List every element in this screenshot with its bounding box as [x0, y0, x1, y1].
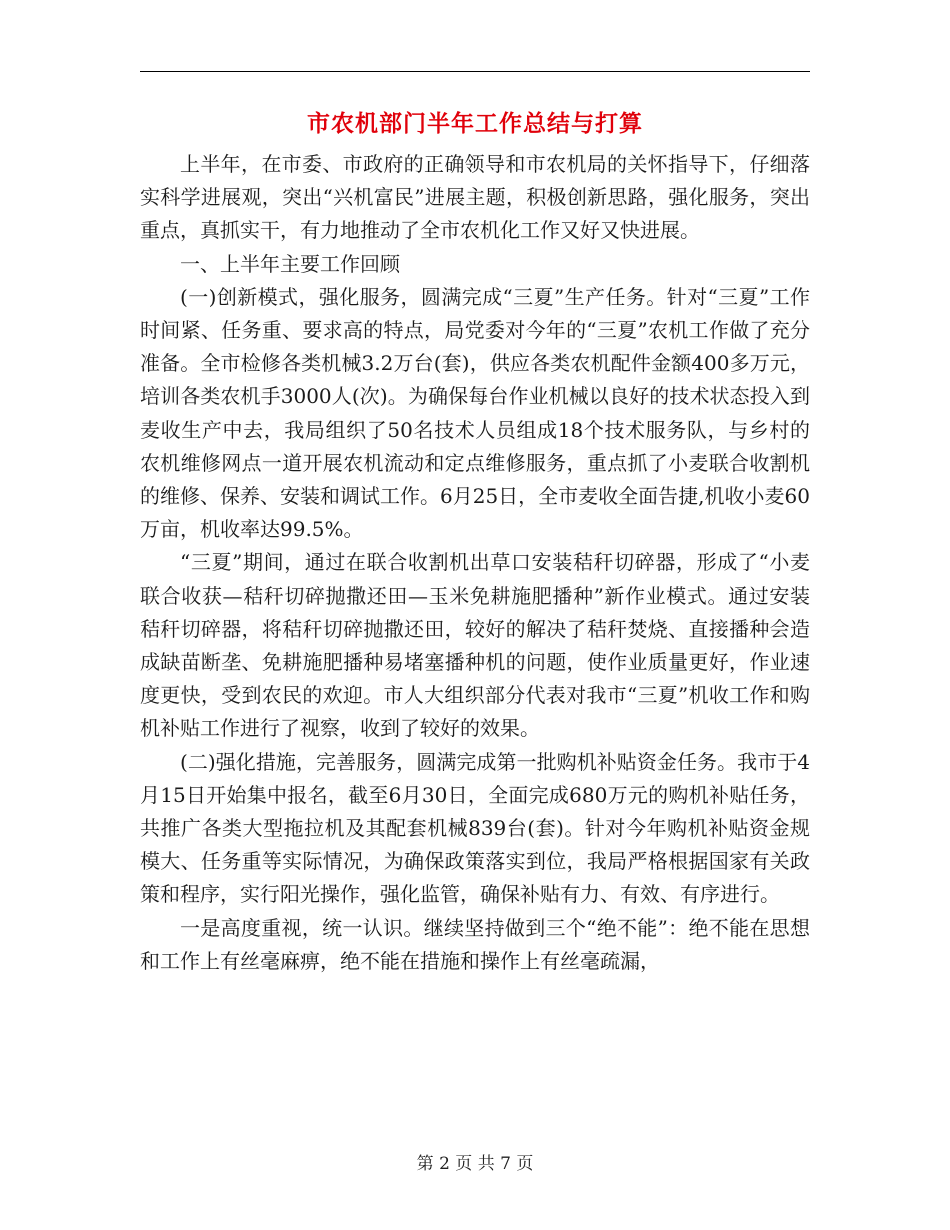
paragraph-subsidy: (二)强化措施，完善服务，圆满完成第一批购机补贴资金任务。我市于4月15日开始集中报名，截至6月30日，全面完成680万元的购机补贴任务，共推广各类大型拖拉机及其配套机械839台(套)。针对今年购机补贴资金规模大、任务重等实际情况，为确保政策落实到位，我局严格根据国家有关政策和程序，实行阳光操作，强化监管，确保补贴有力、有效、有序进行。: [140, 749, 810, 907]
header-rule: [140, 71, 810, 72]
paragraph-straw: “三夏”期间，通过在联合收割机出草口安装秸秆切碎器，形成了“小麦联合收获—秸秆切碎抛撒还田—玉米免耕施肥播种”新作业模式。通过安装秸秆切碎器，将秸秆切碎抛撒还田，较好的解决了秸秆焚烧、直接播种会造成缺苗断垄、免耕施肥播种易堵塞播种机的问题，使作业质量更好，作业速度更快，受到农民的欢迎。市人大组织部分代表对我市“三夏”机收工作和购机补贴工作进行了视察，收到了较好的效果。: [140, 550, 810, 741]
page-number-footer: 第 2 页 共 7 页: [416, 1154, 534, 1174]
paragraph-first-point: 一是高度重视，统一认识。继续坚持做到三个“绝不能”：绝不能在思想和工作上有丝毫麻痹，绝不能在措施和操作上有丝毫疏漏，: [140, 915, 810, 973]
section-heading: 一、上半年主要工作回顾: [180, 251, 400, 276]
document-title: 市农机部门半年工作总结与打算: [307, 110, 643, 137]
paragraph-sanxia: (一)创新模式，强化服务，圆满完成“三夏”生产任务。针对“三夏”工作时间紧、任务重、要求高的特点，局党委对今年的“三夏”农机工作做了充分准备。全市检修各类机械3.2万台(套)，供应各类农机配件金额400多万元，培训各类农机手3000人(次)。为确保每台作业机械以良好的技术状态投入到麦收生产中去，我局组织了50名技术人员组成18个技术服务队，与乡村的农机维修网点一道开展农机流动和定点维修服务，重点抓了小麦联合收割机的维修、保养、安装和调试工作。6月25日，全市麦收全面告捷,机收小麦60万亩，机收率达99.5%。: [140, 284, 810, 542]
document-body: [140, 148, 810, 978]
paragraph-intro: 上半年，在市委、市政府的正确领导和市农机局的关怀指导下，仔细落实科学进展观，突出“兴机富民”进展主题，积极创新思路，强化服务，突出重点，真抓实干，有力地推动了全市农机化工作又好又快进展。: [140, 152, 810, 243]
